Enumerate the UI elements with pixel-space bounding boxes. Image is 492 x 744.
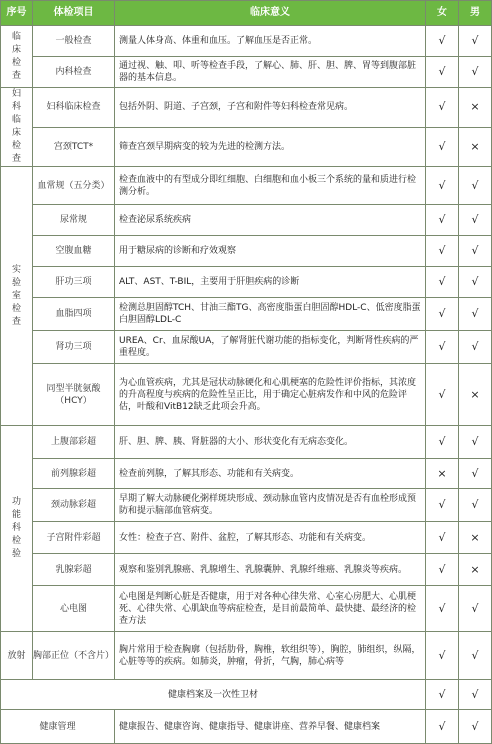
female-mark: √ xyxy=(426,88,459,128)
male-mark: √ xyxy=(459,489,492,522)
female-mark: √ xyxy=(426,522,459,554)
female-mark: √ xyxy=(426,364,459,426)
archive-label: 健康档案及一次性卫材 xyxy=(1,680,426,710)
group-lab: 实验室检查 xyxy=(1,167,33,426)
female-mark: √ xyxy=(426,57,459,88)
table-header-row xyxy=(1,1,492,26)
female-mark: √ xyxy=(426,127,459,167)
male-mark: √ xyxy=(459,298,492,331)
item-meaning: 早期了解大动脉硬化粥样斑块形成、颈动脉血管内皮情况是否有血栓形成预防和提示脑部血管病变。 xyxy=(115,489,426,522)
female-mark: √ xyxy=(426,710,459,744)
item-name: 妇科临床检查 xyxy=(33,88,115,128)
table-row xyxy=(1,459,492,489)
table-row xyxy=(1,57,492,88)
male-mark: √ xyxy=(459,57,492,88)
table-row xyxy=(1,26,492,57)
item-name: 血常规（五分类） xyxy=(33,167,115,205)
item-meaning: 包括外阴、阴道、子宫颈，子宫和附件等妇科检查常见病。 xyxy=(115,88,426,128)
item-name: 空腹血糖 xyxy=(33,236,115,267)
female-mark: √ xyxy=(426,426,459,459)
group-clinical: 临床检查 xyxy=(1,26,33,88)
item-meaning: 检查泌尿系统疾病 xyxy=(115,205,426,236)
table-row xyxy=(1,632,492,680)
item-name: 肾功三项 xyxy=(33,331,115,364)
item-name: 尿常规 xyxy=(33,205,115,236)
male-mark: √ xyxy=(459,586,492,632)
female-mark: √ xyxy=(426,26,459,57)
header-female: 女 xyxy=(426,1,459,26)
item-name: 胸部正位（不含片） xyxy=(33,632,115,680)
item-meaning: ALT、AST、T-BIL，主要用于肝胆疾病的诊断 xyxy=(115,267,426,298)
table-row xyxy=(1,127,492,167)
male-mark: √ xyxy=(459,459,492,489)
table-row xyxy=(1,167,492,205)
item-meaning: 测量人体身高、体重和血压。了解血压是否正常。 xyxy=(115,26,426,57)
female-mark: √ xyxy=(426,632,459,680)
female-mark: √ xyxy=(426,586,459,632)
female-mark: × xyxy=(426,459,459,489)
male-mark: √ xyxy=(459,267,492,298)
header-meaning: 临床意义 xyxy=(115,1,426,26)
male-mark: × xyxy=(459,554,492,586)
item-meaning: 心电图是判断心脏是否健康，用于对各种心律失常、心室心房肥大、心肌梗死、心律失常、心肌缺血等病症检查，是目前最简单、最快捷、最经济的检查方法 xyxy=(115,586,426,632)
table-row xyxy=(1,364,492,426)
item-name: 内科检查 xyxy=(33,57,115,88)
table-row xyxy=(1,331,492,364)
management-meaning: 健康报告、健康咨询、健康指导、健康讲座、营养早餐、健康档案 xyxy=(115,710,426,744)
item-name: 颈动脉彩超 xyxy=(33,489,115,522)
table-row xyxy=(1,88,492,128)
item-name: 血脂四项 xyxy=(33,298,115,331)
management-label: 健康管理 xyxy=(1,710,115,744)
female-mark: √ xyxy=(426,680,459,710)
male-mark: √ xyxy=(459,331,492,364)
table-row xyxy=(1,267,492,298)
item-name: 同型半胱氨酸（HCY） xyxy=(33,364,115,426)
item-meaning: 为心血管疾病，尤其是冠状动脉硬化和心肌梗塞的危险性评价指标，其浓度的升高程度与疾病的危险性呈正比，用于确定心脏病发作和中风的危险评估，叶酸和VitB12缺乏此项会升高。 xyxy=(115,364,426,426)
male-mark: × xyxy=(459,522,492,554)
table-row xyxy=(1,298,492,331)
male-mark: √ xyxy=(459,710,492,744)
male-mark: √ xyxy=(459,680,492,710)
item-meaning: UREA、Cr、血尿酸UA，了解肾脏代谢功能的指标变化，判断肾性疾病的严重程度。 xyxy=(115,331,426,364)
group-gyn: 妇科临床检查 xyxy=(1,88,33,167)
item-meaning: 肝、胆、脾、胰、肾脏器的大小、形状变化有无病态变化。 xyxy=(115,426,426,459)
male-mark: √ xyxy=(459,26,492,57)
item-name: 上腹部彩超 xyxy=(33,426,115,459)
male-mark: × xyxy=(459,88,492,128)
table-row xyxy=(1,710,492,744)
item-name: 乳腺彩超 xyxy=(33,554,115,586)
item-meaning: 筛查宫颈早期病变的较为先进的检测方法。 xyxy=(115,127,426,167)
male-mark: √ xyxy=(459,632,492,680)
group-function: 功能科检验 xyxy=(1,426,33,632)
female-mark: √ xyxy=(426,331,459,364)
item-meaning: 检查血液中的有型成分即红细胞、白细胞和血小板三个系统的量和质进行检测分析。 xyxy=(115,167,426,205)
group-radiology: 放射 xyxy=(1,632,33,680)
item-name: 宫颈TCT* xyxy=(33,127,115,167)
male-mark: × xyxy=(459,127,492,167)
table-row xyxy=(1,489,492,522)
female-mark: √ xyxy=(426,205,459,236)
table-row xyxy=(1,205,492,236)
item-name: 子宫附件彩超 xyxy=(33,522,115,554)
table-row xyxy=(1,522,492,554)
male-mark: × xyxy=(459,364,492,426)
item-meaning: 观察和鉴别乳腺癌、乳腺增生、乳腺囊肿、乳腺纤维癌、乳腺炎等疾病。 xyxy=(115,554,426,586)
female-mark: √ xyxy=(426,167,459,205)
table-row xyxy=(1,236,492,267)
header-item: 体检项目 xyxy=(33,1,115,26)
item-meaning: 检查前列腺，了解其形态、功能和有关病变。 xyxy=(115,459,426,489)
male-mark: √ xyxy=(459,236,492,267)
table-row xyxy=(1,426,492,459)
male-mark: √ xyxy=(459,426,492,459)
header-seq: 序号 xyxy=(1,1,33,26)
female-mark: √ xyxy=(426,298,459,331)
female-mark: √ xyxy=(426,554,459,586)
male-mark: √ xyxy=(459,205,492,236)
female-mark: √ xyxy=(426,489,459,522)
header-male: 男 xyxy=(459,1,492,26)
table-row xyxy=(1,680,492,710)
male-mark: √ xyxy=(459,167,492,205)
female-mark: √ xyxy=(426,267,459,298)
table-row xyxy=(1,586,492,632)
item-meaning: 用于糖尿病的诊断和疗效观察 xyxy=(115,236,426,267)
item-name: 肝功三项 xyxy=(33,267,115,298)
female-mark: √ xyxy=(426,236,459,267)
item-name: 前列腺彩超 xyxy=(33,459,115,489)
item-meaning: 通过视、触、叩、听等检查手段，了解心、肺、肝、胆、脾、胃等到腹部脏器的基本信息。 xyxy=(115,57,426,88)
item-name: 一般检查 xyxy=(33,26,115,57)
item-meaning: 女性：检查子宫、附件、盆腔，了解其形态、功能和有关病变。 xyxy=(115,522,426,554)
item-meaning: 胸片常用于检查胸廓（包括肋骨，胸椎，软组织等），胸腔，肺组织，纵隔，心脏等等的疾病。如肺炎，肿瘤，骨折，气胸，肺心病等 xyxy=(115,632,426,680)
item-name: 心电图 xyxy=(33,586,115,632)
table-row xyxy=(1,554,492,586)
item-meaning: 检测总胆固醇TCH、甘油三酯TG、高密度脂蛋白胆固醇HDL-C、低密度脂蛋白胆固醇LDL-C xyxy=(115,298,426,331)
